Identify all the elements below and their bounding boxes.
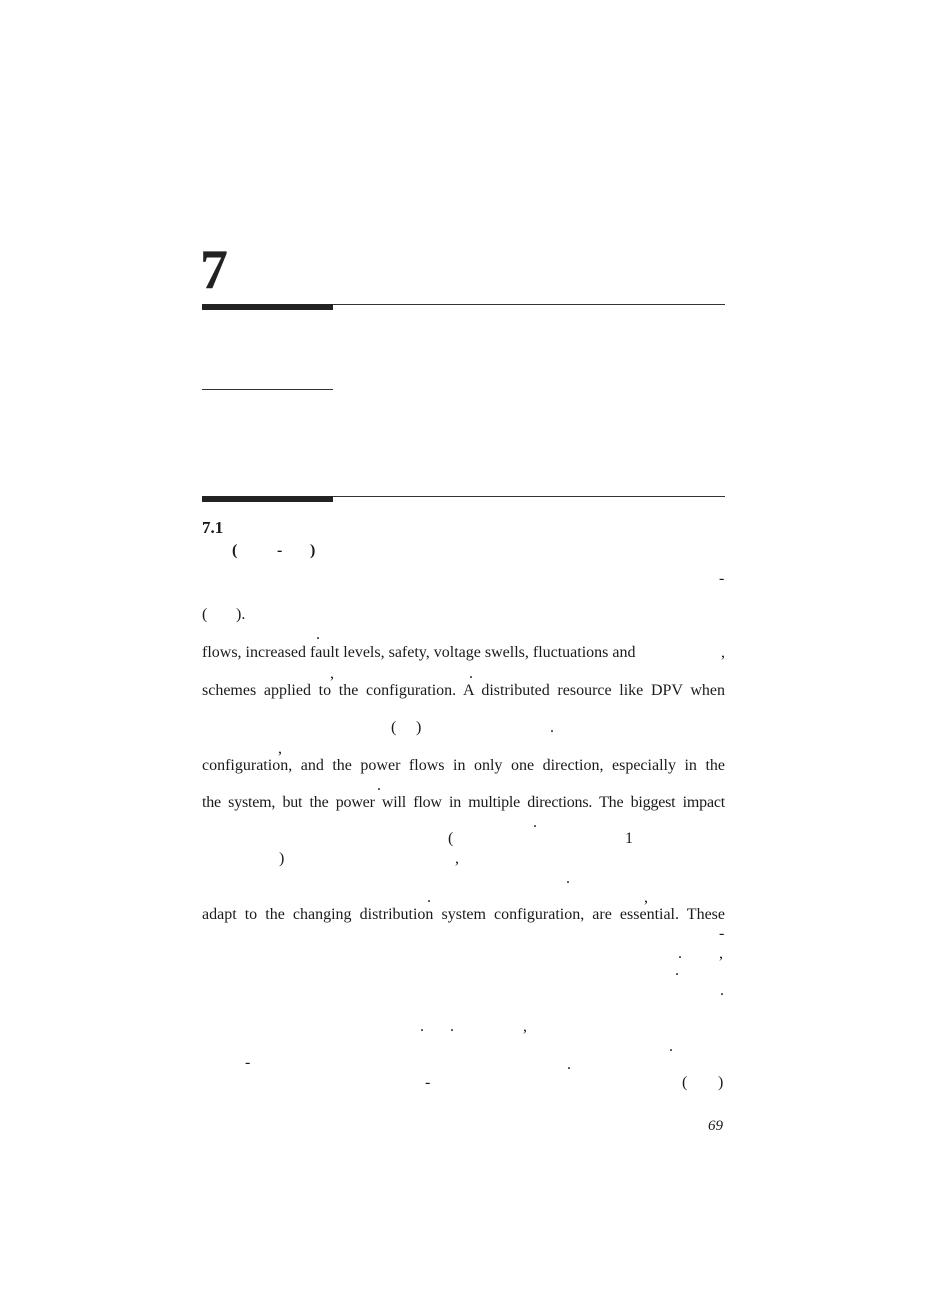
text-fragment: . bbox=[669, 1038, 673, 1055]
text-fragment: - bbox=[245, 1054, 251, 1071]
text-fragment: - bbox=[719, 570, 725, 587]
author-divider bbox=[202, 389, 333, 390]
body-line-tail: , bbox=[721, 644, 725, 661]
text-fragment: , bbox=[644, 889, 648, 906]
text-fragment: . bbox=[450, 1018, 454, 1035]
text-fragment: ( bbox=[448, 830, 454, 847]
text-fragment: . bbox=[567, 1056, 571, 1073]
text-fragment: , bbox=[523, 1018, 527, 1035]
text-fragment: . bbox=[469, 665, 473, 682]
body-line: schemes applied to the configuration. A distributed resource like DPV when bbox=[202, 682, 725, 699]
chapter-rule-thick bbox=[202, 304, 333, 310]
text-fragment: - bbox=[425, 1074, 431, 1091]
text-fragment: ) bbox=[279, 850, 285, 867]
section-rule-thick bbox=[202, 496, 333, 502]
text-fragment: . bbox=[675, 962, 679, 979]
text-fragment: , bbox=[719, 945, 723, 962]
chapter-number: 7 bbox=[200, 239, 228, 301]
text-fragment: . bbox=[533, 814, 537, 831]
body-line: adapt to the changing distribution system configuration, are essential. These bbox=[202, 906, 725, 923]
text-fragment: ( bbox=[682, 1074, 688, 1091]
text-fragment: 1 bbox=[625, 830, 633, 847]
body-line-text: flows, increased fault levels, safety, voltage swells, fluctuations and bbox=[202, 644, 636, 661]
text-fragment: . bbox=[427, 889, 431, 906]
section-number: 7.1 bbox=[202, 518, 224, 537]
body-line bbox=[202, 643, 725, 663]
text-fragment: . bbox=[377, 777, 381, 794]
page-number: 69 bbox=[708, 1118, 723, 1134]
text-fragment: ( bbox=[391, 719, 397, 736]
text-fragment: ). bbox=[236, 606, 246, 623]
heading-fragment: ( bbox=[232, 542, 238, 559]
text-fragment: , bbox=[278, 740, 282, 757]
text-fragment: . bbox=[720, 982, 724, 999]
text-fragment: . bbox=[566, 870, 570, 887]
text-fragment: . bbox=[420, 1018, 424, 1035]
heading-fragment: ) bbox=[310, 542, 316, 559]
text-fragment: ) bbox=[718, 1074, 724, 1091]
text-fragment: ( bbox=[202, 606, 208, 623]
text-fragment: . bbox=[678, 945, 682, 962]
body-line: the system, but the power will flow in multiple directions. The biggest impact bbox=[202, 794, 725, 811]
text-fragment: . bbox=[550, 719, 554, 736]
text-fragment: ) bbox=[416, 719, 422, 736]
text-fragment: . bbox=[316, 626, 320, 643]
body-line: configuration, and the power flows in only one direction, especially in the bbox=[202, 757, 725, 774]
text-fragment: - bbox=[719, 925, 725, 942]
heading-fragment: - bbox=[277, 542, 283, 559]
text-fragment: , bbox=[330, 665, 334, 682]
text-fragment: , bbox=[455, 850, 459, 867]
